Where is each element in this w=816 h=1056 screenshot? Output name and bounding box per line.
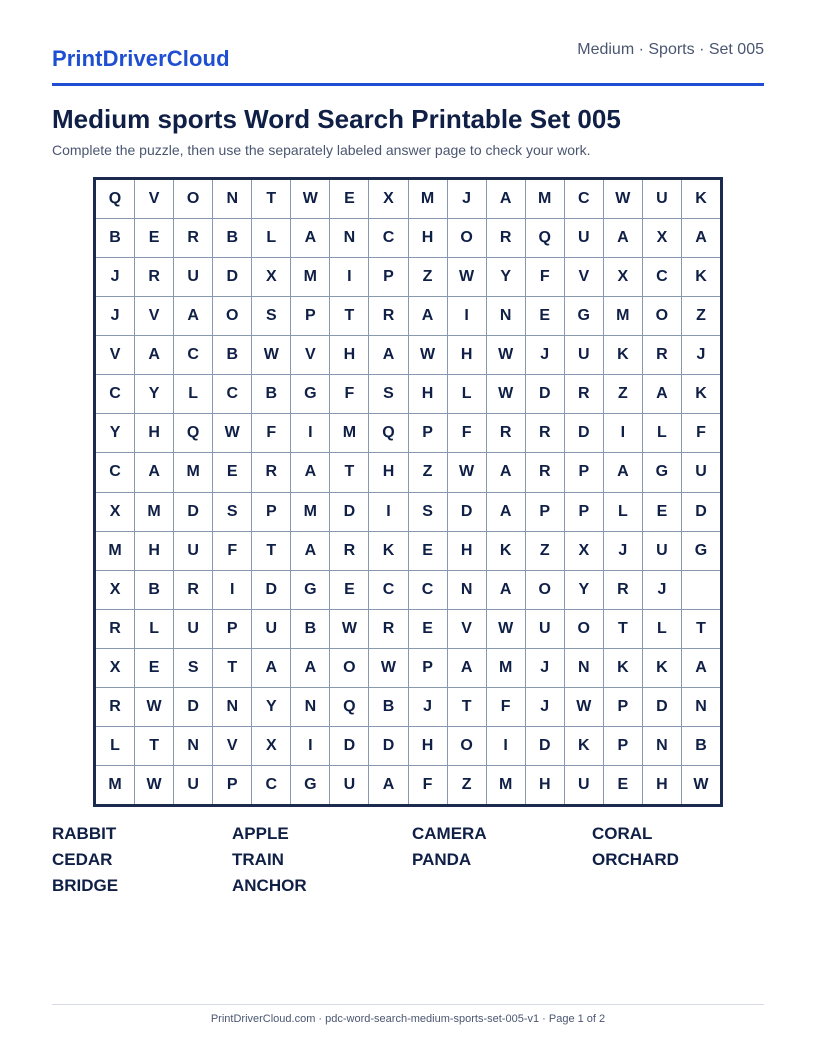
grid-cell: O xyxy=(526,571,564,609)
grid-cell: Z xyxy=(526,532,564,570)
grid-cell: C xyxy=(174,336,212,374)
grid-cell: J xyxy=(526,336,564,374)
grid-cell: N xyxy=(565,649,603,687)
word-list-item: TRAIN xyxy=(232,850,284,869)
grid-cell: D xyxy=(213,258,251,296)
grid-cell: H xyxy=(369,453,407,491)
breadcrumb: Medium · Sports · Set 005 xyxy=(577,41,764,58)
grid-cell: C xyxy=(369,219,407,257)
grid-cell: A xyxy=(682,649,720,687)
grid-cell: A xyxy=(487,571,525,609)
brand-logo[interactable]: PrintDriverCloud xyxy=(52,46,230,71)
grid-cell: L xyxy=(604,493,642,531)
grid-cell: A xyxy=(448,649,486,687)
grid-cell: V xyxy=(96,336,134,374)
grid-cell: P xyxy=(526,493,564,531)
grid-cell: L xyxy=(174,375,212,413)
grid-cell: N xyxy=(174,727,212,765)
grid-cell: G xyxy=(291,375,329,413)
grid-cell: P xyxy=(213,766,251,804)
grid-cell: E xyxy=(643,493,681,531)
grid-cell: A xyxy=(604,219,642,257)
grid-cell: N xyxy=(682,688,720,726)
grid-cell: F xyxy=(682,414,720,452)
grid-cell: L xyxy=(448,375,486,413)
grid-cell: W xyxy=(213,414,251,452)
grid-cell: U xyxy=(174,610,212,648)
grid-cell: K xyxy=(682,180,720,218)
grid-cell: N xyxy=(643,727,681,765)
grid-cell: X xyxy=(604,258,642,296)
grid-cell: E xyxy=(409,532,447,570)
grid-cell: T xyxy=(604,610,642,648)
grid-cell: N xyxy=(213,180,251,218)
grid-cell: F xyxy=(487,688,525,726)
grid-cell: B xyxy=(135,571,173,609)
grid-cell: H xyxy=(409,219,447,257)
grid-cell: Q xyxy=(174,414,212,452)
grid-cell: J xyxy=(604,532,642,570)
grid-cell: H xyxy=(409,375,447,413)
grid-cell: R xyxy=(604,571,642,609)
grid-cell: I xyxy=(291,727,329,765)
grid-cell: H xyxy=(135,532,173,570)
grid-cell: U xyxy=(526,610,564,648)
grid-cell: P xyxy=(565,493,603,531)
grid-cell: T xyxy=(213,649,251,687)
word-list-item: BRIDGE xyxy=(52,876,119,895)
grid-cell: W xyxy=(565,688,603,726)
grid-cell: K xyxy=(643,649,681,687)
grid-cell: K xyxy=(604,336,642,374)
grid-cell: G xyxy=(291,766,329,804)
grid-cell: M xyxy=(487,766,525,804)
grid-cell: H xyxy=(409,727,447,765)
grid-cell: D xyxy=(526,375,564,413)
grid-cell: H xyxy=(526,766,564,804)
grid-cell: R xyxy=(96,688,134,726)
grid-cell: P xyxy=(369,258,407,296)
grid-cell: J xyxy=(682,336,720,374)
grid-cell: R xyxy=(174,219,212,257)
grid-cell: P xyxy=(213,610,251,648)
grid-cell: D xyxy=(682,493,720,531)
grid-cell: C xyxy=(96,375,134,413)
grid-cell: U xyxy=(643,180,681,218)
grid-cell: W xyxy=(252,336,290,374)
grid-cell: W xyxy=(487,336,525,374)
grid-cell: D xyxy=(174,688,212,726)
grid-cell: U xyxy=(565,219,603,257)
grid-cell: A xyxy=(135,336,173,374)
grid-cell: A xyxy=(135,453,173,491)
grid-cell: F xyxy=(448,414,486,452)
grid-cell: S xyxy=(409,493,447,531)
grid-cell: N xyxy=(213,688,251,726)
grid-cell: J xyxy=(409,688,447,726)
grid-cell: C xyxy=(565,180,603,218)
grid-cell: D xyxy=(526,727,564,765)
grid-cell: H xyxy=(135,414,173,452)
grid-cell: S xyxy=(252,297,290,335)
grid-cell: N xyxy=(448,571,486,609)
grid-cell: M xyxy=(291,493,329,531)
grid-cell: V xyxy=(135,297,173,335)
grid-cell: N xyxy=(487,297,525,335)
grid-cell: T xyxy=(448,688,486,726)
grid-cell: F xyxy=(409,766,447,804)
word-search-grid xyxy=(93,177,723,807)
word-list-item: PANDA xyxy=(412,850,472,869)
grid-cell: W xyxy=(409,336,447,374)
footer-divider xyxy=(52,1004,764,1005)
grid-cell: J xyxy=(96,297,134,335)
grid-cell: P xyxy=(252,493,290,531)
grid-cell: W xyxy=(448,258,486,296)
grid-cell: I xyxy=(291,414,329,452)
grid-cell: J xyxy=(526,688,564,726)
grid-cell: Y xyxy=(135,375,173,413)
grid-cell: R xyxy=(252,453,290,491)
grid-cell: A xyxy=(252,649,290,687)
grid-cell: Q xyxy=(96,180,134,218)
grid-cell: J xyxy=(96,258,134,296)
grid-cell: E xyxy=(135,649,173,687)
grid-cell: H xyxy=(448,336,486,374)
grid-cell: Y xyxy=(487,258,525,296)
grid-cell: M xyxy=(330,414,368,452)
grid-cell: P xyxy=(565,453,603,491)
grid-cell: H xyxy=(643,766,681,804)
grid-cell: C xyxy=(369,571,407,609)
grid-cell: E xyxy=(526,297,564,335)
grid-cell: C xyxy=(213,375,251,413)
grid-cell: L xyxy=(135,610,173,648)
grid-cell: R xyxy=(565,375,603,413)
grid-cell: W xyxy=(291,180,329,218)
grid-cell: D xyxy=(330,727,368,765)
grid-cell: Z xyxy=(682,297,720,335)
grid-cell: I xyxy=(448,297,486,335)
grid-cell: M xyxy=(291,258,329,296)
grid-cell: E xyxy=(213,453,251,491)
grid-cell: R xyxy=(330,532,368,570)
grid-cell: T xyxy=(330,453,368,491)
grid-cell: M xyxy=(174,453,212,491)
grid-cell: J xyxy=(643,571,681,609)
grid-cell: A xyxy=(291,219,329,257)
grid-cell: M xyxy=(96,766,134,804)
grid-cell: X xyxy=(565,532,603,570)
grid-cell: H xyxy=(448,532,486,570)
grid-cell: I xyxy=(604,414,642,452)
grid-cell: A xyxy=(682,219,720,257)
grid-cell: Q xyxy=(369,414,407,452)
grid-cell: U xyxy=(565,766,603,804)
grid-cell: R xyxy=(487,219,525,257)
grid-cell: I xyxy=(487,727,525,765)
grid-cell: N xyxy=(330,219,368,257)
grid-cell: Z xyxy=(409,258,447,296)
grid-cell: R xyxy=(135,258,173,296)
page-subtitle: Complete the puzzle, then use the separately labeled answer page to check your work. xyxy=(52,142,591,158)
grid-cell: E xyxy=(330,180,368,218)
grid-cell: R xyxy=(174,571,212,609)
grid-cell: H xyxy=(330,336,368,374)
word-list-item: ORCHARD xyxy=(592,850,679,869)
grid-cell: D xyxy=(643,688,681,726)
grid-cell: M xyxy=(135,493,173,531)
grid-cell: U xyxy=(252,610,290,648)
grid-cell: A xyxy=(604,453,642,491)
grid-cell: G xyxy=(565,297,603,335)
grid-cell: P xyxy=(409,414,447,452)
grid-cell: O xyxy=(448,219,486,257)
grid-cell: K xyxy=(565,727,603,765)
grid-cell: G xyxy=(682,532,720,570)
grid-cell: A xyxy=(291,649,329,687)
grid-cell: W xyxy=(604,180,642,218)
grid-cell: B xyxy=(213,219,251,257)
grid-cell: J xyxy=(448,180,486,218)
grid-cell: F xyxy=(526,258,564,296)
grid-cell: K xyxy=(604,649,642,687)
grid-cell: W xyxy=(135,766,173,804)
grid-cell: Z xyxy=(448,766,486,804)
grid-cell: K xyxy=(369,532,407,570)
grid-cell: D xyxy=(565,414,603,452)
page-footer: PrintDriverCloud.com · pdc-word-search-medium-sports-set-005-v1 · Page 1 of 2 xyxy=(210,1013,606,1025)
grid-cell: R xyxy=(96,610,134,648)
grid-cell: A xyxy=(291,532,329,570)
grid-cell: W xyxy=(487,610,525,648)
grid-cell: Q xyxy=(526,219,564,257)
grid-cell: K xyxy=(487,532,525,570)
grid-cell: X xyxy=(252,258,290,296)
grid-cell: V xyxy=(448,610,486,648)
grid-cell: A xyxy=(487,493,525,531)
grid-cell: D xyxy=(252,571,290,609)
grid-cell: F xyxy=(252,414,290,452)
grid-cell: S xyxy=(213,493,251,531)
page-title: Medium sports Word Search Printable Set 005 xyxy=(52,104,621,134)
grid-cell: M xyxy=(96,532,134,570)
grid-cell: C xyxy=(252,766,290,804)
grid-cell: Z xyxy=(409,453,447,491)
grid-cell: A xyxy=(369,336,407,374)
grid-cell: W xyxy=(448,453,486,491)
grid-cell: U xyxy=(174,532,212,570)
grid-cell: I xyxy=(330,258,368,296)
grid-cell: E xyxy=(409,610,447,648)
grid-cell: X xyxy=(96,649,134,687)
grid-cell: X xyxy=(369,180,407,218)
grid-cell: L xyxy=(96,727,134,765)
grid-cell: V xyxy=(213,727,251,765)
word-list xyxy=(52,824,772,896)
grid-cell: R xyxy=(643,336,681,374)
word-list-item: CAMERA xyxy=(412,824,487,843)
grid-cell: T xyxy=(682,610,720,648)
grid-cell: D xyxy=(369,727,407,765)
grid-cell: A xyxy=(409,297,447,335)
grid-cell xyxy=(682,571,720,609)
grid-cell: B xyxy=(96,219,134,257)
grid-cell: M xyxy=(526,180,564,218)
grid-cell: N xyxy=(291,688,329,726)
grid-cell: O xyxy=(174,180,212,218)
grid-cell: P xyxy=(604,688,642,726)
grid-cell: D xyxy=(174,493,212,531)
grid-cell: B xyxy=(369,688,407,726)
grid-cell: L xyxy=(252,219,290,257)
grid-cell: A xyxy=(369,766,407,804)
grid-cell: I xyxy=(213,571,251,609)
grid-cell: W xyxy=(369,649,407,687)
grid-cell: O xyxy=(448,727,486,765)
grid-cell: R xyxy=(526,453,564,491)
grid-cell: O xyxy=(213,297,251,335)
grid-cell: R xyxy=(369,610,407,648)
grid-cell: A xyxy=(487,180,525,218)
grid-cell: W xyxy=(135,688,173,726)
grid-cell: X xyxy=(252,727,290,765)
grid-cell: A xyxy=(487,453,525,491)
grid-cell: X xyxy=(96,493,134,531)
word-list-item: ANCHOR xyxy=(232,876,307,895)
grid-cell: P xyxy=(409,649,447,687)
grid-cell: R xyxy=(369,297,407,335)
grid-cell: E xyxy=(330,571,368,609)
grid-cell: A xyxy=(643,375,681,413)
grid-cell: C xyxy=(643,258,681,296)
grid-cell: S xyxy=(369,375,407,413)
grid-cell: D xyxy=(330,493,368,531)
grid-cell: A xyxy=(291,453,329,491)
grid-cell: J xyxy=(526,649,564,687)
grid-cell: P xyxy=(291,297,329,335)
grid-cell: L xyxy=(643,414,681,452)
grid-cell: M xyxy=(487,649,525,687)
word-list-item: APPLE xyxy=(232,824,289,843)
grid-cell: R xyxy=(526,414,564,452)
grid-cell: M xyxy=(409,180,447,218)
grid-cell: V xyxy=(565,258,603,296)
grid-cell: O xyxy=(565,610,603,648)
grid-cell: T xyxy=(135,727,173,765)
grid-cell: U xyxy=(682,453,720,491)
grid-cell: O xyxy=(330,649,368,687)
word-list-item: RABBIT xyxy=(52,824,117,843)
grid-cell: B xyxy=(682,727,720,765)
grid-cell: L xyxy=(643,610,681,648)
grid-cell: V xyxy=(135,180,173,218)
word-list-item: CORAL xyxy=(592,824,653,843)
grid-cell: U xyxy=(174,258,212,296)
grid-cell: Y xyxy=(565,571,603,609)
page-header xyxy=(52,36,764,86)
grid-cell: F xyxy=(213,532,251,570)
grid-cell: I xyxy=(369,493,407,531)
grid-cell: K xyxy=(682,258,720,296)
grid-cell: G xyxy=(291,571,329,609)
grid-cell: V xyxy=(291,336,329,374)
grid-cell: O xyxy=(643,297,681,335)
grid-cell: M xyxy=(604,297,642,335)
grid-cell: B xyxy=(291,610,329,648)
grid-cell: W xyxy=(682,766,720,804)
grid-cell: T xyxy=(330,297,368,335)
grid-cell: X xyxy=(96,571,134,609)
grid-cell: X xyxy=(643,219,681,257)
grid-cell: F xyxy=(330,375,368,413)
grid-cell: Z xyxy=(604,375,642,413)
grid-cell: K xyxy=(682,375,720,413)
grid-cell: C xyxy=(409,571,447,609)
grid-cell: Q xyxy=(330,688,368,726)
grid-cell: Y xyxy=(96,414,134,452)
grid-cell: D xyxy=(448,493,486,531)
grid-cell: G xyxy=(643,453,681,491)
grid-cell: T xyxy=(252,532,290,570)
grid-cell: Y xyxy=(252,688,290,726)
grid-cell: U xyxy=(565,336,603,374)
grid-cell: C xyxy=(96,453,134,491)
grid-cell: U xyxy=(330,766,368,804)
grid-cell: U xyxy=(643,532,681,570)
grid-cell: S xyxy=(174,649,212,687)
grid-cell: A xyxy=(174,297,212,335)
grid-cell: W xyxy=(487,375,525,413)
grid-cell: E xyxy=(604,766,642,804)
grid-cell: B xyxy=(252,375,290,413)
grid-cell: R xyxy=(487,414,525,452)
word-list-item: CEDAR xyxy=(52,850,113,869)
grid-cell: P xyxy=(604,727,642,765)
grid-cell: E xyxy=(135,219,173,257)
grid-cell: B xyxy=(213,336,251,374)
grid-cell: U xyxy=(174,766,212,804)
grid-cell: T xyxy=(252,180,290,218)
grid-cell: W xyxy=(330,610,368,648)
